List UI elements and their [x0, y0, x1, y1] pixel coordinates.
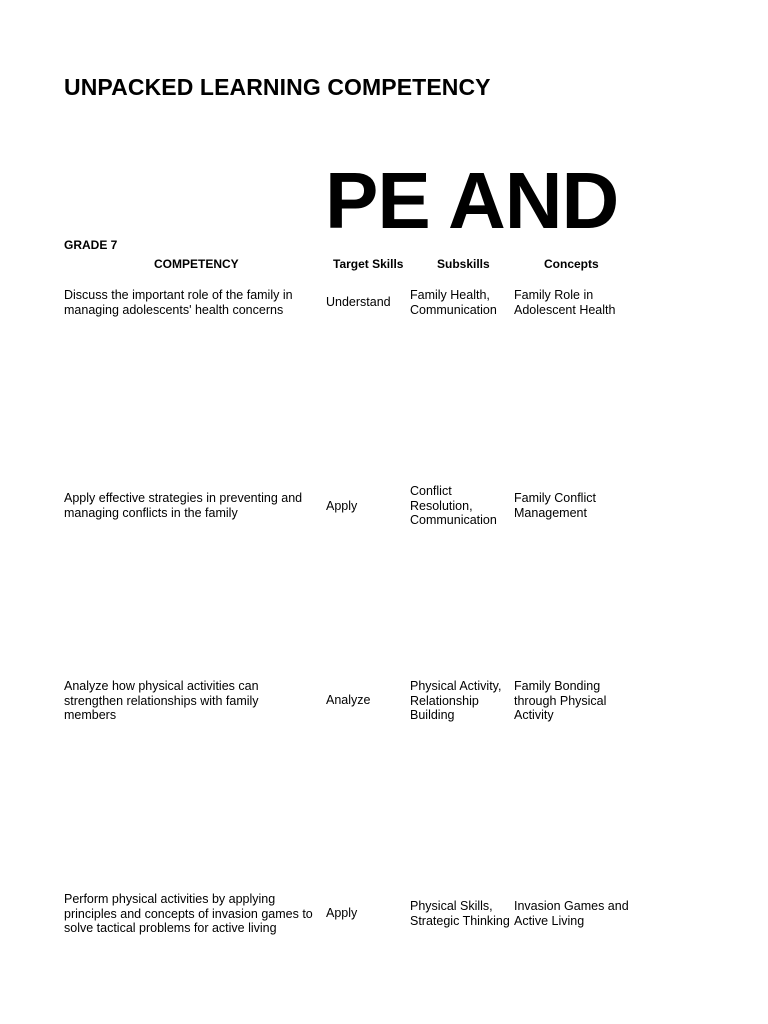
header-concepts: Concepts	[544, 257, 599, 271]
competency-cell: Perform physical activities by applying principles and concepts of invasion games to solve tactical problems for active living	[64, 892, 313, 935]
concepts-cell: Family Role in Adolescent Health	[514, 288, 616, 317]
competency-cell: Apply effective strategies in preventing and managing conflicts in the family	[64, 491, 303, 520]
target-skill-cell: Understand	[326, 295, 391, 309]
subskills-cell: Physical Activity, Relationship Building	[410, 679, 502, 722]
concepts-cell: Family Conflict Management	[514, 491, 596, 520]
subskills-cell: Conflict Resolution, Communication	[410, 484, 497, 527]
target-skill-cell: Apply	[326, 906, 358, 920]
target-skill-cell: Apply	[326, 499, 358, 513]
document-heading: UNPACKED LEARNING COMPETENCY	[64, 74, 491, 100]
subskills-cell: Physical Skills, Strategic Thinking	[410, 899, 510, 928]
header-competency: COMPETENCY	[154, 257, 239, 271]
concepts-cell: Family Bonding through Physical Activity	[514, 679, 607, 722]
grade-label: GRADE 7	[64, 238, 118, 252]
header-target-skills: Target Skills	[333, 257, 404, 271]
subskills-cell: Family Health, Communication	[410, 288, 497, 317]
header-subskills: Subskills	[437, 257, 490, 271]
target-skill-cell: Analyze	[326, 693, 371, 707]
concepts-cell: Invasion Games and Active Living	[514, 899, 629, 928]
competency-cell: Analyze how physical activities can strengthen relationships with family members	[64, 679, 259, 722]
competency-cell: Discuss the important role of the family in managing adolescents' health concerns	[64, 288, 293, 317]
subject-title: PE AND	[325, 156, 619, 245]
